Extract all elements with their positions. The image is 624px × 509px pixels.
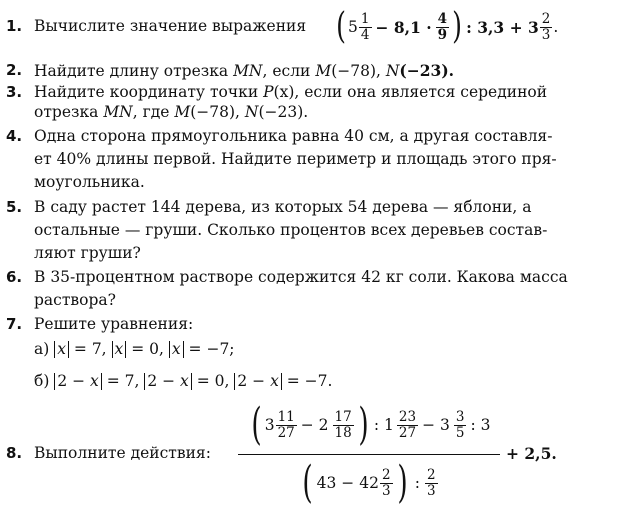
problem-1-expression	[334, 2, 558, 52]
problem-7-text: Решите уравнения:	[34, 315, 194, 333]
problem-number-8: 8.	[6, 444, 23, 462]
problem-number-7: 7.	[6, 315, 23, 333]
problem-4-line-2: ет 40% длины первой. Найдите периметр и площадь этого пря-	[34, 150, 557, 168]
period: .	[553, 18, 559, 36]
operator-text: − 8,1 ·	[375, 17, 432, 37]
problem-number-4: 4.	[6, 127, 23, 145]
fraction-bar	[238, 454, 500, 455]
problem-number-1: 1.	[6, 17, 23, 35]
problem-number-3: 3.	[6, 83, 23, 101]
problem-number-5: 5.	[6, 198, 23, 216]
problem-4-line-3: моугольника.	[34, 173, 145, 191]
fraction: 2 3	[541, 11, 551, 43]
fraction-numerator: ( 3 11 27 − 2 17 18 ) : 1 23 27 − 3 3 5 : 3	[250, 399, 491, 450]
problem-5-line-1: В саду растет 144 дерева, из которых 54 дерева — яблони, а	[34, 198, 532, 216]
problem-2-text: Найдите длину отрезка MN, если M(−78), N(−23).	[34, 61, 455, 80]
open-paren: (	[336, 6, 346, 47]
problem-number-6: 6.	[6, 268, 23, 286]
problem-5-line-2: остальные — груши. Сколько процентов всех деревьев состав-	[34, 221, 548, 239]
fraction: 4 9	[437, 11, 448, 43]
problem-3-line-2: отрезка MN, где M(−78), N(−23).	[34, 103, 309, 121]
problem-7b-equations: б) 2 − x = 7, 2 − x = 0, 2 − x = −7.	[34, 372, 333, 390]
problem-5-line-3: ляют груши?	[34, 244, 141, 262]
problem-6-line-2: раствора?	[34, 291, 116, 309]
problem-1-prompt: Вычислите значение выражения	[34, 17, 307, 35]
problem-number-2: 2.	[6, 61, 23, 79]
operator-text: : 3,3 + 3	[466, 17, 539, 37]
problem-8-text: Выполните действия:	[34, 444, 211, 462]
problem-7a-equations: а) x = 7, x = 0, x = −7;	[34, 340, 235, 358]
close-paren: )	[452, 6, 463, 47]
problem-8-tail: + 2,5.	[506, 444, 557, 463]
fraction-denominator: ( 43 − 42 2 3 ) : 2 3	[302, 457, 436, 508]
whole-part: 5	[348, 18, 358, 36]
problem-4-line-1: Одна сторона прямоугольника равна 40 см, а другая составля-	[34, 127, 553, 145]
problem-3-line-1: Найдите координату точки P(x), если она является серединой	[34, 83, 548, 101]
fraction: 1 4	[360, 11, 370, 43]
problem-1-text	[34, 17, 306, 36]
problem-6-line-1: В 35-процентном растворе содержится 42 кг соли. Какова масса	[34, 268, 568, 286]
